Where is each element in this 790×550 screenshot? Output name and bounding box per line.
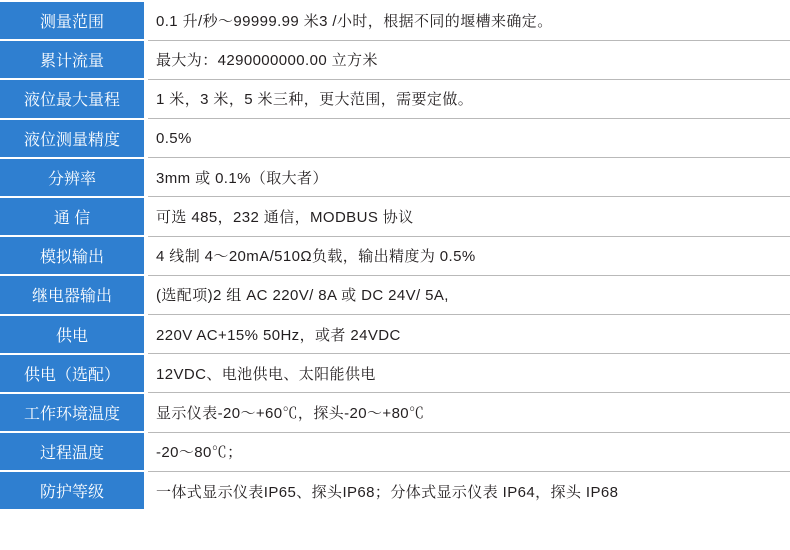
row-label-max-level-range: 液位最大量程 bbox=[0, 79, 146, 118]
row-value-relay-output bbox=[146, 275, 790, 314]
row-value-power-supply bbox=[146, 315, 790, 354]
row-value-text: 一体式显示仪表IP65、探头IP68；分体式显示仪表 IP64，探头 IP68 bbox=[156, 483, 619, 501]
table-row bbox=[0, 79, 790, 118]
row-value-text: 4 线制 4～20mA/510Ω负载，输出精度为 0.5% bbox=[156, 248, 476, 266]
table-row bbox=[0, 315, 790, 354]
row-value-communication bbox=[146, 197, 790, 236]
row-label-cumulative-flow: 累计流量 bbox=[0, 40, 146, 79]
table-row bbox=[0, 432, 790, 471]
row-value-text: 12VDC、电池供电、太阳能供电 bbox=[156, 365, 376, 383]
row-value-text: 可选 485，232 通信，MODBUS 协议 bbox=[156, 209, 414, 227]
row-value-measuring-range bbox=[146, 1, 790, 40]
row-value-text: 1 米，3 米，5 米三种，更大范围，需要定做。 bbox=[156, 91, 474, 109]
specification-table-body bbox=[0, 1, 790, 510]
row-value-power-supply-optional bbox=[146, 354, 790, 393]
table-row bbox=[0, 354, 790, 393]
table-row bbox=[0, 1, 790, 40]
row-label-level-accuracy: 液位测量精度 bbox=[0, 119, 146, 158]
row-value-text: 3mm 或 0.1%（取大者） bbox=[156, 169, 328, 187]
table-row bbox=[0, 275, 790, 314]
table-row bbox=[0, 471, 790, 510]
table-row bbox=[0, 119, 790, 158]
row-value-text: 220V AC+15% 50Hz，或者 24VDC bbox=[156, 326, 401, 344]
table-row bbox=[0, 40, 790, 79]
row-label-power-supply: 供电 bbox=[0, 315, 146, 354]
row-label-measuring-range: 测量范围 bbox=[0, 1, 146, 40]
row-value-protection-class bbox=[146, 471, 790, 510]
row-value-process-temperature bbox=[146, 432, 790, 471]
row-label-resolution: 分辨率 bbox=[0, 158, 146, 197]
row-value-text: (选配项)2 组 AC 220V/ 8A 或 DC 24V/ 5A, bbox=[156, 287, 449, 305]
row-label-communication: 通 信 bbox=[0, 197, 146, 236]
table-row bbox=[0, 393, 790, 432]
row-value-cumulative-flow bbox=[146, 40, 790, 79]
row-value-text: 显示仪表-20～+60℃，探头-20～+80℃ bbox=[156, 404, 425, 422]
row-value-analog-output bbox=[146, 236, 790, 275]
row-value-operating-temperature bbox=[146, 393, 790, 432]
row-value-text: 最大为：4290000000.00 立方米 bbox=[156, 52, 378, 70]
row-label-relay-output: 继电器输出 bbox=[0, 275, 146, 314]
row-value-text: 0.5% bbox=[156, 129, 192, 147]
row-value-text: -20～80℃； bbox=[156, 444, 243, 462]
row-value-max-level-range bbox=[146, 79, 790, 118]
table-row bbox=[0, 158, 790, 197]
row-value-text: 0.1 升/秒～99999.99 米3 /小时，根据不同的堰槽来确定。 bbox=[156, 12, 553, 30]
row-label-protection-class: 防护等级 bbox=[0, 471, 146, 510]
table-row bbox=[0, 197, 790, 236]
row-label-operating-temperature: 工作环境温度 bbox=[0, 393, 146, 432]
row-label-process-temperature: 过程温度 bbox=[0, 432, 146, 471]
table-row bbox=[0, 236, 790, 275]
row-label-power-supply-optional: 供电（选配） bbox=[0, 354, 146, 393]
row-value-level-accuracy bbox=[146, 119, 790, 158]
row-value-resolution bbox=[146, 158, 790, 197]
row-label-analog-output: 模拟输出 bbox=[0, 236, 146, 275]
